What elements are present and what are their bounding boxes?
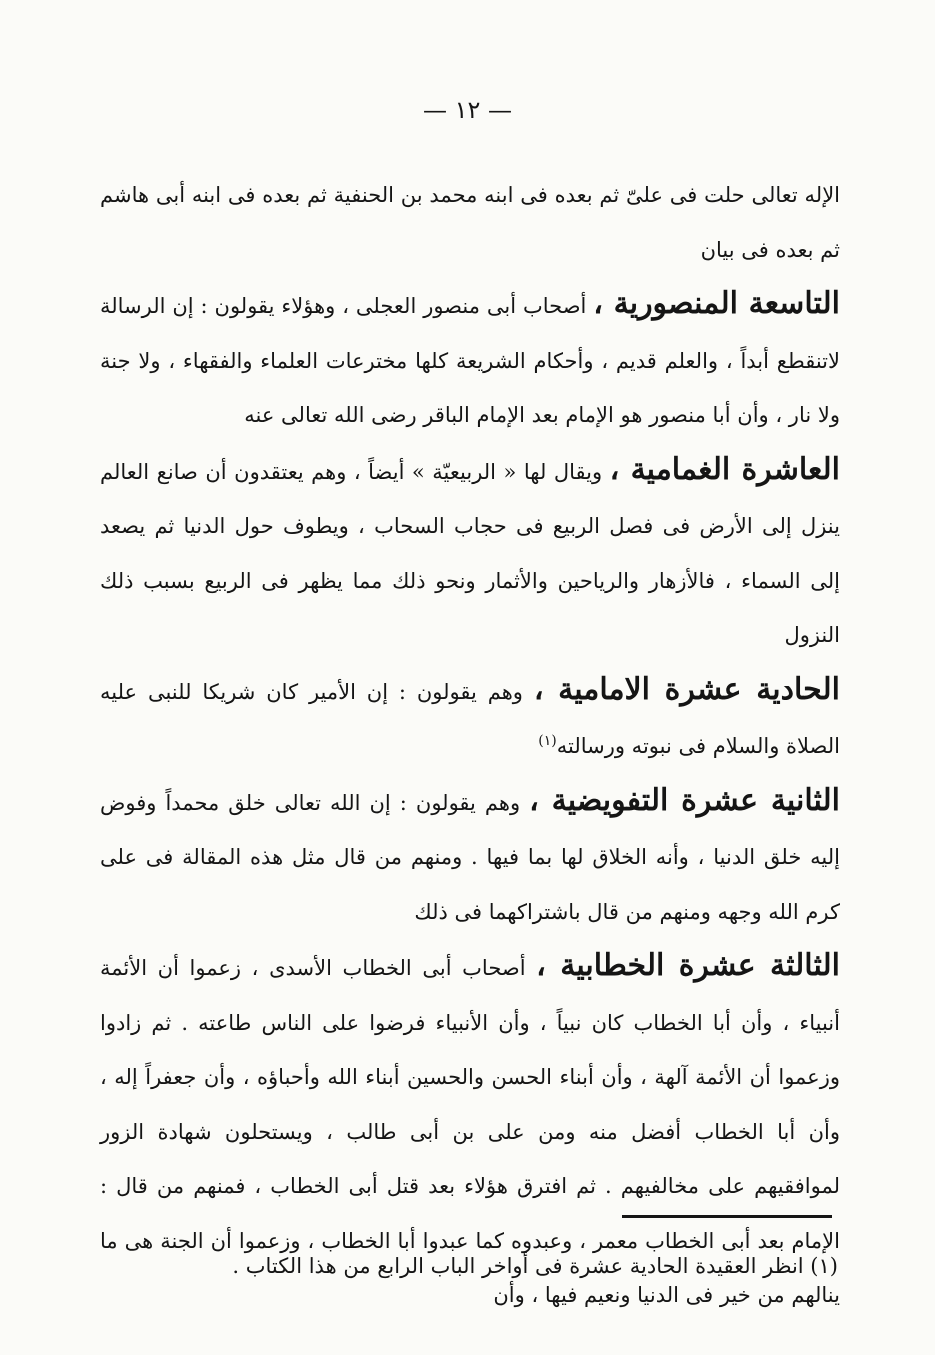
paragraph-ghamamiyya [100,443,840,663]
paragraph-text: أصحاب أبى منصور العجلى ، وهؤلاء يقولون : إن الرسالة لاتنقطع أبداً ، والعلم قديم ، وأحكام الشريعة كلها مخترعات العلماء والفقهاء ، ولا جنة ولا نار ، وأن أبا منصور هو الإمام بعد الإمام الباقر رضى الله تعالى عنه [100,294,840,427]
paragraph-text: الإله تعالى حلت فى علىّ ثم بعده فى ابنه محمد بن الحنفية ثم بعده فى ابنه أبى هاشم ثم بعده فى بيان [100,183,840,262]
footnote: (١) انظر العقيدة الحادية عشرة فى أواخر الباب الرابع من هذا الكتاب . [232,1254,838,1278]
paragraph-text: ويقال لها « الربيعيّة » أيضاً ، وهم يعتقدون أن صانع العالم ينزل إلى الأرض فى فصل الربيع فى حجاب السحاب ، ويطوف حول الدنيا ثم يصعد إلى السماء ، فالأزهار والرياحين والأثمار ونحو ذلك مما يظهر فى الربيع بسبب ذلك النزول [100,459,840,647]
sect-heading: الحادية عشرة الامامية ، [533,671,840,707]
footnote-divider [622,1215,832,1218]
paragraph-imamiyya [100,663,840,774]
paragraph-text: وهم يقولون : إن الله تعالى خلق محمداً وفوض إليه خلق الدنيا ، وأنه الخلاق لها بما فيها . ومنهم من قال مثل هذه المقالة فى على كرم الله وجهه ومنهم من قال باشتراكهما فى ذلك [100,790,840,924]
paragraph-text: أصحاب أبى الخطاب الأسدى ، زعموا أن الأئمة أنبياء ، وأن أبا الخطاب كان نبياً ، وأن الأنبياء فرضوا على الناس طاعته . ثم زادوا وزعموا أن الأئمة آلهة ، وأن أبناء الحسن والحسين أبناء الله وأحباؤه ، وأن جعفراً إله ، وأن أبا الخطاب أفضل منه ومن على بن أبى طالب ، ويستحلون شهادة الزور لموافقيهم على مخالفيهم . ثم افترق هؤلاء بعد قتل أبى الخطاب ، فمنهم من قال : الإمام بعد أبى الخطاب معمر ، وعبدوه كما عبدوا أبا الخطاب ، وزعموا أن الجنة هى ما ينالهم من خير فى الدنيا ونعيم فيها ، وأن [100,956,840,1307]
sect-heading: التاسعة المنصورية ، [593,286,840,321]
paragraph-text: وهم يقولون : إن الأمير كان شريكا للنبى عليه الصلاة والسلام فى نبوته ورسالته [100,679,840,758]
paragraph-tafwidiyya [100,774,840,940]
sect-heading: العاشرة الغمامية ، [609,451,840,487]
body-text [100,168,840,1323]
page-number: — ١٢ — [422,96,513,124]
sect-heading: الثانية عشرة التفويضية ، [529,782,840,818]
sect-heading: الثالثة عشرة الخطابية ، [536,948,840,983]
paragraph-continuation [100,168,840,277]
footnote-marker: (١) [538,733,557,749]
paragraph-mansuriyya [100,277,840,443]
